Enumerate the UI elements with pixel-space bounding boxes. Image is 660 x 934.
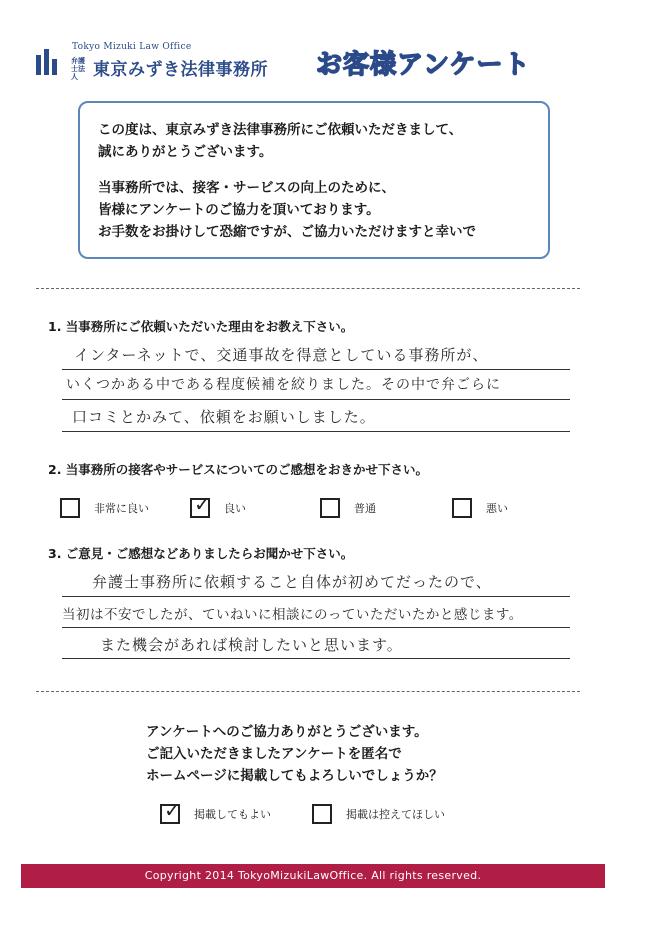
office-prefix: 弁護士法人 [71,57,85,81]
intro-text: この度は、東京みずき法律事務所にご依頼いただきまして、 [98,122,463,138]
option-publish-decline[interactable] [312,804,445,824]
option-label: 掲載は控えてほしい [346,808,445,821]
office-name-english: Tokyo Mizuki Law Office [72,42,192,52]
divider [36,288,580,289]
closing-line: アンケートへのご協力ありがとうございます。 [146,724,428,740]
intro-text: 当事務所では、接客・サービスの向上のために、 [98,180,395,196]
intro-text: 誠にありがとうございます。 [98,144,273,160]
option-label: 良い [224,502,246,515]
checkbox[interactable] [312,804,332,824]
answer-3-line: また機会があれば検討したいと思います。 [100,636,403,654]
answer-3-line: 当初は不安でしたが、ていねいに相談にのっていただいたかと感じます。 [62,607,523,623]
answer-1-line: インターネットで、交通事故を得意としている事務所が、 [74,346,489,364]
option-label: 普通 [354,502,376,515]
divider [36,691,580,692]
option-label: 掲載してもよい [194,808,271,821]
intro-text: お手数をお掛けして恐縮ですが、ご協力いただけますと幸いで [98,224,476,240]
checkbox[interactable] [452,498,472,518]
logo-icon [36,47,58,75]
checkbox[interactable] [320,498,340,518]
answer-rule [62,399,570,400]
answer-1-line: 口コミとかみて、依頼をお願いしました。 [72,408,376,426]
answer-rule [62,658,570,659]
intro-text: 皆様にアンケートのご協力を頂いております。 [98,202,380,218]
intro-box [78,101,550,259]
option-very-good[interactable] [60,498,149,518]
closing-message [146,721,443,787]
answer-rule [62,596,570,597]
checkbox-checked[interactable] [190,492,211,518]
option-good[interactable] [190,492,246,518]
option-label: 非常に良い [94,502,149,515]
checkbox[interactable] [60,498,80,518]
option-publish-ok[interactable] [160,798,271,824]
checkmark-icon: ✓ [164,798,181,822]
answer-rule [62,369,570,370]
question-1: 1. 当事務所にご依頼いただいた理由をお教え下さい。 [48,319,354,334]
checkmark-icon: ✓ [194,492,211,516]
answer-1-line: いくつかある中である程度候補を絞りました。その中で弁ごらに [66,377,501,393]
option-bad[interactable] [452,498,508,518]
question-2: 2. 当事務所の接客やサービスについてのご感想をおきかせ下さい。 [48,462,429,477]
option-label: 悪い [486,502,508,515]
answer-rule [62,627,570,628]
checkbox-checked[interactable] [160,798,181,824]
answer-3-line: 弁護士事務所に依頼すること自体が初めてだったので、 [92,573,492,591]
closing-line: ホームページに掲載してもよろしいでしょうか？ [146,768,443,784]
page-title: お客様アンケート [316,50,531,80]
copyright-footer: Copyright 2014 TokyoMizukiLawOffice. All rights reserved. [21,864,605,888]
question-3: 3. ご意見・ご感想などありましたらお聞かせ下さい。 [48,546,354,561]
office-name-japanese: 東京みずき法律事務所 [93,60,268,80]
closing-line: ご記入いただきましたアンケートを匿名で [146,746,402,762]
answer-rule [62,431,570,432]
option-average[interactable] [320,498,376,518]
